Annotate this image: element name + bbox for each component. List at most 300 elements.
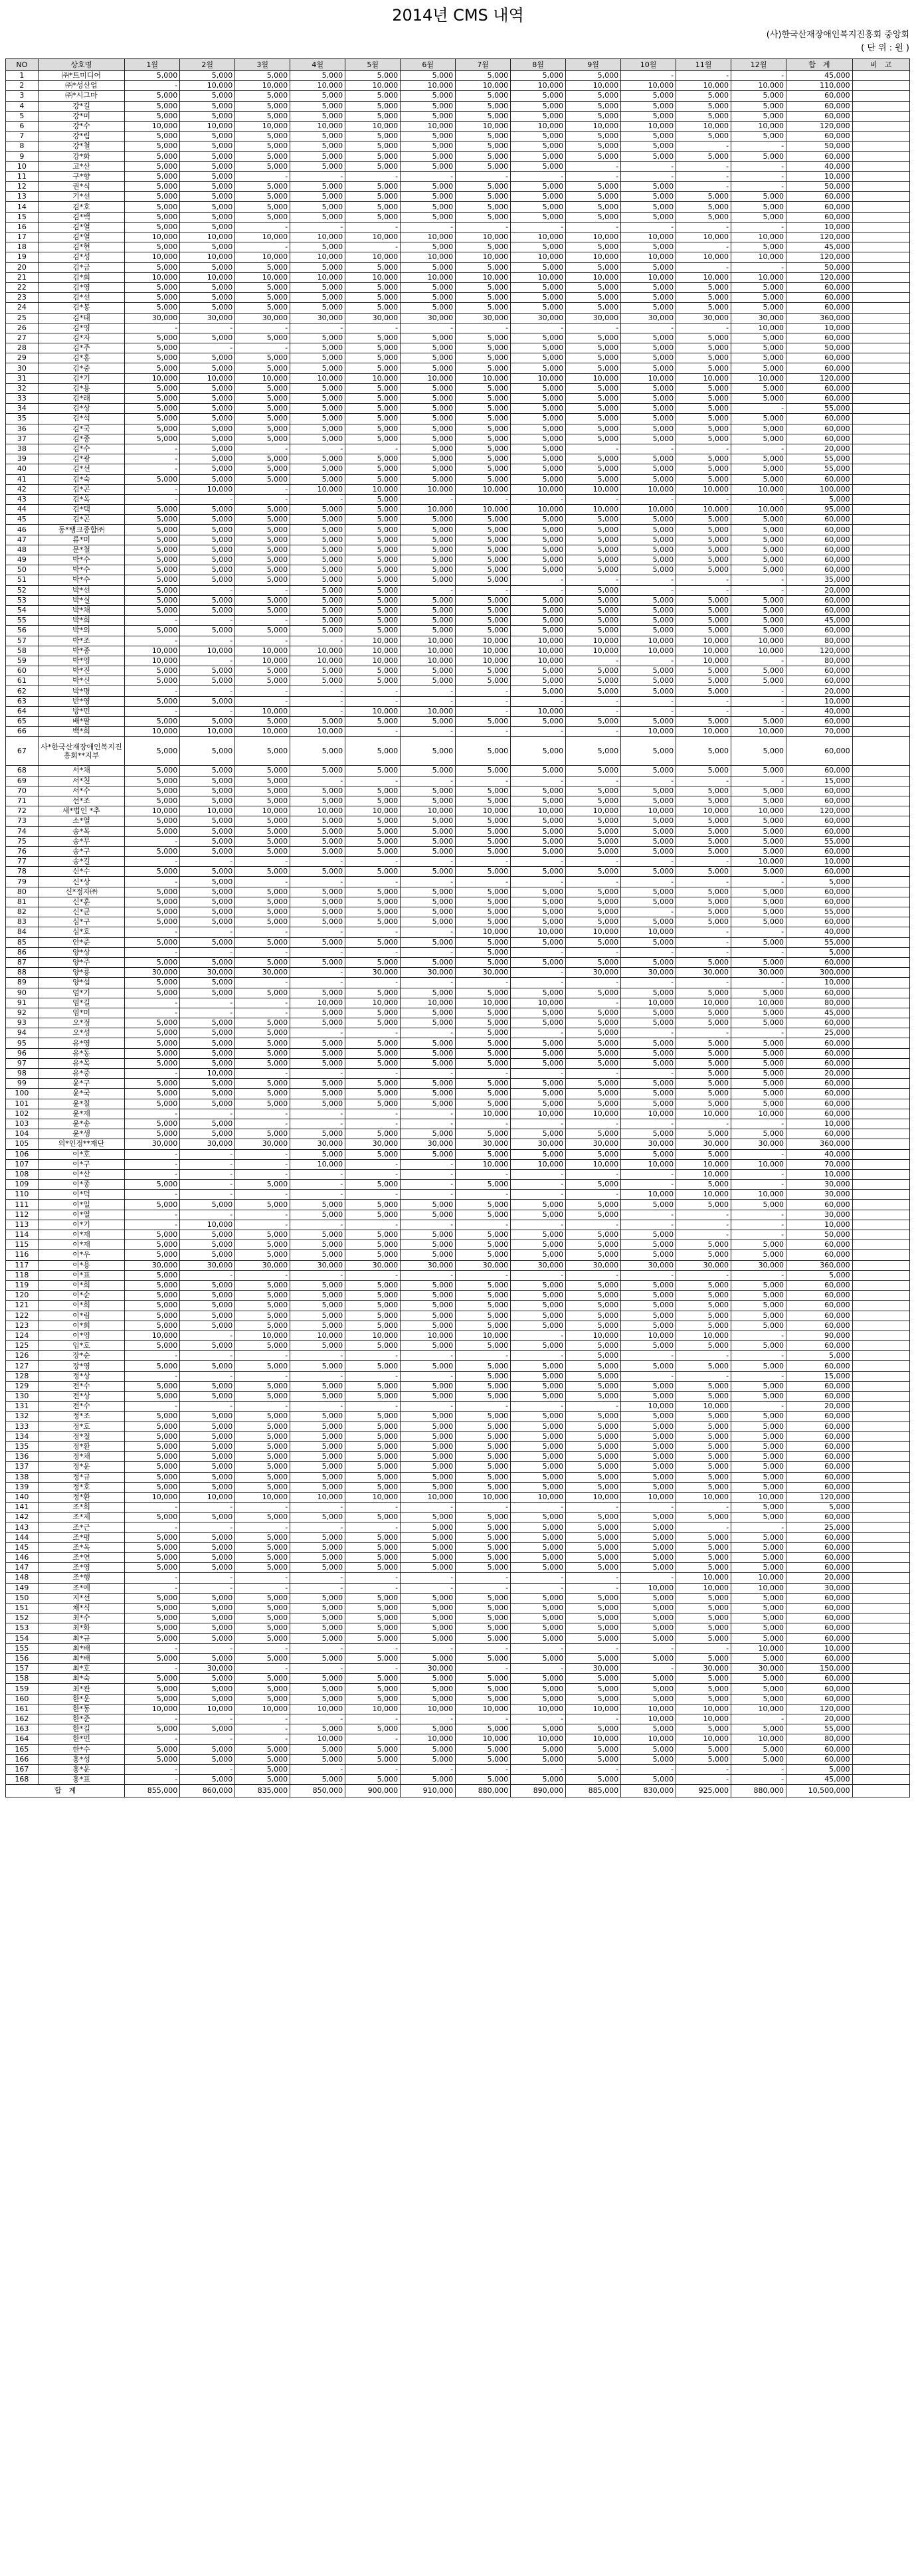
amount-cell: 30,000 xyxy=(345,313,401,323)
amount-cell: 5,000 xyxy=(345,737,401,766)
table-row xyxy=(6,565,910,575)
amount-cell: 30,000 xyxy=(731,313,786,323)
amount-cell: - xyxy=(345,727,401,737)
amount-cell: 30,000 xyxy=(456,1139,511,1149)
name-cell: 한*준 xyxy=(38,1714,125,1724)
amount-cell: 5,000 xyxy=(345,887,401,897)
amount-cell: 5,000 xyxy=(125,1180,180,1190)
remark-cell xyxy=(852,1431,909,1441)
amount-cell: 30,000 xyxy=(566,1664,621,1674)
amount-cell: 5,000 xyxy=(345,816,401,826)
amount-cell: 5,000 xyxy=(621,1079,676,1089)
amount-cell: - xyxy=(731,585,786,595)
amount-cell: 5,000 xyxy=(235,1684,290,1694)
remark-cell xyxy=(852,1542,909,1552)
amount-cell: 5,000 xyxy=(401,303,456,313)
amount-cell: - xyxy=(731,171,786,181)
row-total-cell: 60,000 xyxy=(786,1542,853,1552)
amount-cell: 5,000 xyxy=(621,1462,676,1472)
amount-cell: - xyxy=(511,947,566,957)
amount-cell: 5,000 xyxy=(676,1623,731,1633)
table-row xyxy=(6,1200,910,1210)
amount-cell: - xyxy=(566,161,621,171)
amount-cell: 10,000 xyxy=(511,272,566,282)
row-number: 150 xyxy=(6,1593,39,1603)
amount-cell: - xyxy=(290,978,345,988)
table-row xyxy=(6,1089,910,1099)
amount-cell: 5,000 xyxy=(621,1532,676,1542)
amount-cell: 5,000 xyxy=(566,414,621,424)
amount-cell: 5,000 xyxy=(180,404,235,414)
amount-cell: 30,000 xyxy=(180,1139,235,1149)
remark-cell xyxy=(852,132,909,141)
name-cell: 유*영 xyxy=(38,1038,125,1048)
amount-cell: 30,000 xyxy=(125,1139,180,1149)
amount-cell: 5,000 xyxy=(125,1018,180,1028)
amount-cell: - xyxy=(290,171,345,181)
amount-cell: 5,000 xyxy=(511,1431,566,1441)
table-row xyxy=(6,1260,910,1270)
amount-cell: 5,000 xyxy=(180,242,235,252)
amount-cell: - xyxy=(345,1402,401,1412)
amount-cell: 5,000 xyxy=(180,1089,235,1099)
amount-cell: 5,000 xyxy=(456,161,511,171)
remark-cell xyxy=(852,1048,909,1058)
amount-cell: 5,000 xyxy=(401,766,456,776)
name-cell: 정*환 xyxy=(38,1441,125,1451)
amount-cell: 5,000 xyxy=(676,1674,731,1684)
amount-cell: - xyxy=(290,857,345,867)
amount-cell: 10,000 xyxy=(456,636,511,646)
remark-cell xyxy=(852,161,909,171)
amount-cell: 10,000 xyxy=(180,1704,235,1714)
remark-cell xyxy=(852,1190,909,1200)
amount-cell: 5,000 xyxy=(290,1018,345,1028)
name-cell: 이*표 xyxy=(38,1270,125,1280)
table-row xyxy=(6,1311,910,1321)
name-cell: 김*호 xyxy=(38,202,125,212)
amount-cell: 10,000 xyxy=(456,1492,511,1502)
amount-cell: 5,000 xyxy=(456,766,511,776)
amount-cell: 5,000 xyxy=(180,776,235,786)
name-cell: 유*중 xyxy=(38,1069,125,1079)
amount-cell: 5,000 xyxy=(235,151,290,161)
amount-cell: 5,000 xyxy=(456,1311,511,1321)
amount-cell: - xyxy=(180,1169,235,1179)
amount-cell: - xyxy=(235,696,290,706)
remark-cell xyxy=(852,1089,909,1099)
amount-cell: 5,000 xyxy=(125,585,180,595)
total-amount-cell: 880,000 xyxy=(731,1785,786,1797)
amount-cell: 5,000 xyxy=(511,1280,566,1290)
amount-cell: 5,000 xyxy=(511,1472,566,1482)
amount-cell: - xyxy=(731,947,786,957)
amount-cell: 5,000 xyxy=(180,1240,235,1250)
amount-cell: 5,000 xyxy=(456,444,511,454)
amount-cell: 5,000 xyxy=(235,1018,290,1028)
amount-cell: 5,000 xyxy=(401,1129,456,1139)
amount-cell: - xyxy=(235,343,290,353)
amount-cell: - xyxy=(566,1220,621,1230)
row-total-cell: 360,000 xyxy=(786,1139,853,1149)
amount-cell: 5,000 xyxy=(731,424,786,434)
row-number: 75 xyxy=(6,836,39,846)
amount-cell: - xyxy=(511,1583,566,1593)
remark-cell xyxy=(852,91,909,101)
amount-cell: 5,000 xyxy=(180,474,235,484)
amount-cell: 5,000 xyxy=(180,1441,235,1451)
row-number: 138 xyxy=(6,1472,39,1482)
name-cell: 강*림 xyxy=(38,132,125,141)
amount-cell: 5,000 xyxy=(290,363,345,373)
row-number: 68 xyxy=(6,766,39,776)
amount-cell: - xyxy=(731,1764,786,1774)
name-cell: 김*기 xyxy=(38,373,125,383)
table-row xyxy=(6,252,910,262)
amount-cell: 5,000 xyxy=(345,151,401,161)
amount-cell: 5,000 xyxy=(235,957,290,967)
amount-cell: 5,000 xyxy=(621,1361,676,1371)
amount-cell: 5,000 xyxy=(235,262,290,272)
amount-cell: - xyxy=(180,1714,235,1724)
amount-cell: - xyxy=(676,927,731,937)
amount-cell: 10,000 xyxy=(290,1734,345,1744)
amount-cell: 5,000 xyxy=(731,1250,786,1260)
amount-cell: 5,000 xyxy=(456,343,511,353)
amount-cell: 5,000 xyxy=(290,1381,345,1391)
amount-cell: 5,000 xyxy=(125,1412,180,1422)
amount-cell: 5,000 xyxy=(125,132,180,141)
amount-cell: 5,000 xyxy=(621,1472,676,1482)
amount-cell: 5,000 xyxy=(621,1341,676,1351)
amount-cell: 5,000 xyxy=(290,1008,345,1018)
amount-cell: 5,000 xyxy=(566,1099,621,1109)
amount-cell: 5,000 xyxy=(180,454,235,464)
amount-cell: 10,000 xyxy=(566,272,621,282)
total-amount-cell: 850,000 xyxy=(290,1785,345,1797)
table-row xyxy=(6,343,910,353)
row-total-cell: 60,000 xyxy=(786,1553,853,1563)
amount-cell: - xyxy=(180,323,235,333)
amount-cell: 5,000 xyxy=(621,1593,676,1603)
amount-cell: 5,000 xyxy=(235,1381,290,1391)
amount-cell: 5,000 xyxy=(235,132,290,141)
amount-cell: 5,000 xyxy=(566,937,621,947)
amount-cell: 5,000 xyxy=(566,535,621,545)
table-row xyxy=(6,505,910,515)
table-row xyxy=(6,464,910,474)
amount-cell: - xyxy=(235,494,290,504)
amount-cell: - xyxy=(180,1190,235,1200)
amount-cell: 5,000 xyxy=(676,1613,731,1623)
name-cell: ㈜*트미디어 xyxy=(38,71,125,81)
remark-cell xyxy=(852,1503,909,1513)
amount-cell: 5,000 xyxy=(621,545,676,555)
row-total-cell: 45,000 xyxy=(786,1775,853,1785)
amount-cell: 5,000 xyxy=(345,1744,401,1754)
amount-cell: 5,000 xyxy=(180,565,235,575)
amount-cell: 5,000 xyxy=(180,182,235,192)
amount-cell: 5,000 xyxy=(235,1129,290,1139)
amount-cell: - xyxy=(401,1371,456,1381)
name-cell: 김*영 xyxy=(38,282,125,292)
amount-cell: 5,000 xyxy=(731,717,786,727)
amount-cell: 5,000 xyxy=(511,474,566,484)
amount-cell: - xyxy=(621,1220,676,1230)
amount-cell: 5,000 xyxy=(676,917,731,927)
amount-cell: - xyxy=(456,1220,511,1230)
amount-cell: 5,000 xyxy=(345,1079,401,1089)
amount-cell: 5,000 xyxy=(345,917,401,927)
amount-cell: 5,000 xyxy=(731,242,786,252)
amount-cell: 5,000 xyxy=(511,1613,566,1623)
remark-cell xyxy=(852,1593,909,1603)
name-cell: 소*열 xyxy=(38,816,125,826)
amount-cell: - xyxy=(511,1270,566,1280)
amount-cell: 5,000 xyxy=(621,111,676,121)
amount-cell: 5,000 xyxy=(345,161,401,171)
amount-cell: 5,000 xyxy=(401,444,456,454)
amount-cell: 5,000 xyxy=(676,202,731,212)
amount-cell: 5,000 xyxy=(731,1513,786,1522)
amount-cell: - xyxy=(511,1573,566,1583)
table-row xyxy=(6,816,910,826)
amount-cell: 5,000 xyxy=(621,595,676,605)
row-total-cell: 80,000 xyxy=(786,636,853,646)
remark-cell xyxy=(852,1664,909,1674)
amount-cell: 5,000 xyxy=(345,545,401,555)
row-total-cell: 60,000 xyxy=(786,676,853,686)
amount-cell: 5,000 xyxy=(235,1441,290,1451)
remark-cell xyxy=(852,1230,909,1240)
amount-cell: - xyxy=(566,1190,621,1200)
table-row xyxy=(6,1704,910,1714)
remark-cell xyxy=(852,907,909,917)
table-row xyxy=(6,555,910,565)
table-row xyxy=(6,1018,910,1028)
amount-cell: 10,000 xyxy=(235,81,290,91)
amount-cell: 5,000 xyxy=(566,585,621,595)
remark-cell xyxy=(852,1452,909,1462)
row-total-cell: 45,000 xyxy=(786,616,853,626)
amount-cell: - xyxy=(511,1220,566,1230)
name-cell: 김*주 xyxy=(38,343,125,353)
amount-cell: 5,000 xyxy=(345,464,401,474)
amount-cell: 5,000 xyxy=(511,1532,566,1542)
amount-cell: 5,000 xyxy=(345,192,401,202)
amount-cell: - xyxy=(345,1069,401,1079)
remark-cell xyxy=(852,998,909,1008)
remark-cell xyxy=(852,1522,909,1532)
amount-cell: - xyxy=(235,1351,290,1361)
amount-cell: 5,000 xyxy=(290,101,345,111)
amount-cell: - xyxy=(676,575,731,585)
amount-cell: - xyxy=(125,836,180,846)
row-number: 60 xyxy=(6,666,39,676)
amount-cell: 5,000 xyxy=(125,978,180,988)
row-total-cell: 10,000 xyxy=(786,978,853,988)
name-cell: 서*채 xyxy=(38,766,125,776)
row-total-cell: 60,000 xyxy=(786,1099,853,1109)
amount-cell: - xyxy=(401,1159,456,1169)
amount-cell: 5,000 xyxy=(731,766,786,776)
amount-cell: - xyxy=(401,585,456,595)
row-number: 29 xyxy=(6,353,39,363)
amount-cell: 5,000 xyxy=(621,434,676,444)
total-amount-cell: 10,500,000 xyxy=(786,1785,853,1797)
amount-cell: 5,000 xyxy=(290,1452,345,1462)
amount-cell: 5,000 xyxy=(676,626,731,636)
amount-cell: 5,000 xyxy=(345,1321,401,1331)
remark-cell xyxy=(852,626,909,636)
amount-cell: - xyxy=(235,1008,290,1018)
amount-cell: 5,000 xyxy=(401,616,456,626)
amount-cell: 5,000 xyxy=(235,1764,290,1774)
amount-cell: 5,000 xyxy=(401,1623,456,1633)
remark-cell xyxy=(852,484,909,494)
amount-cell: - xyxy=(290,444,345,454)
total-amount-cell: 910,000 xyxy=(401,1785,456,1797)
amount-cell: 5,000 xyxy=(621,796,676,806)
amount-cell: 5,000 xyxy=(676,414,731,424)
name-cell: 박*선 xyxy=(38,585,125,595)
amount-cell: 30,000 xyxy=(566,1260,621,1270)
amount-cell: 5,000 xyxy=(290,1240,345,1250)
amount-cell: - xyxy=(125,1734,180,1744)
name-cell: 김*옥 xyxy=(38,494,125,504)
amount-cell: 5,000 xyxy=(345,1422,401,1431)
amount-cell: 5,000 xyxy=(235,1775,290,1785)
name-cell: 신*수 xyxy=(38,867,125,877)
remark-cell xyxy=(852,766,909,776)
row-total-cell: 120,000 xyxy=(786,806,853,816)
amount-cell: - xyxy=(731,1169,786,1179)
remark-cell xyxy=(852,816,909,826)
amount-cell: - xyxy=(456,1169,511,1179)
amount-cell: - xyxy=(621,877,676,887)
amount-cell: 5,000 xyxy=(290,1291,345,1301)
row-number: 148 xyxy=(6,1573,39,1583)
amount-cell: 5,000 xyxy=(125,1058,180,1068)
table-row xyxy=(6,303,910,313)
amount-cell: 5,000 xyxy=(566,796,621,806)
amount-cell: 5,000 xyxy=(456,1230,511,1240)
amount-cell: 5,000 xyxy=(731,1069,786,1079)
amount-cell: 5,000 xyxy=(456,132,511,141)
row-total-cell: 10,000 xyxy=(786,1220,853,1230)
amount-cell: 30,000 xyxy=(621,968,676,978)
amount-cell: - xyxy=(125,1109,180,1119)
amount-cell: 5,000 xyxy=(731,796,786,806)
amount-cell: - xyxy=(566,857,621,867)
table-row xyxy=(6,947,910,957)
amount-cell: 5,000 xyxy=(621,1412,676,1422)
amount-cell: - xyxy=(290,1069,345,1079)
amount-cell: 10,000 xyxy=(125,232,180,242)
name-cell: 김*태 xyxy=(38,313,125,323)
row-number: 142 xyxy=(6,1513,39,1522)
amount-cell: 5,000 xyxy=(345,1513,401,1522)
amount-cell: - xyxy=(401,1069,456,1079)
amount-cell: - xyxy=(511,857,566,867)
table-row xyxy=(6,1149,910,1159)
remark-cell xyxy=(852,1492,909,1502)
remark-cell xyxy=(852,1169,909,1179)
remark-cell xyxy=(852,1280,909,1290)
row-total-cell: 50,000 xyxy=(786,262,853,272)
row-number: 15 xyxy=(6,212,39,222)
name-cell: 장*순 xyxy=(38,1351,125,1361)
amount-cell: 5,000 xyxy=(235,1513,290,1522)
name-cell: ㈜*성산업 xyxy=(38,81,125,91)
amount-cell: 5,000 xyxy=(731,1048,786,1058)
amount-cell: - xyxy=(456,1119,511,1129)
amount-cell: - xyxy=(511,1069,566,1079)
amount-cell: 5,000 xyxy=(566,616,621,626)
amount-cell: 5,000 xyxy=(235,454,290,464)
amount-cell: 10,000 xyxy=(290,81,345,91)
amount-cell: 5,000 xyxy=(676,1079,731,1089)
remark-cell xyxy=(852,1008,909,1018)
amount-cell: 5,000 xyxy=(345,132,401,141)
amount-cell: 5,000 xyxy=(180,111,235,121)
amount-cell: 5,000 xyxy=(235,1291,290,1301)
amount-cell: - xyxy=(235,1169,290,1179)
row-number: 62 xyxy=(6,686,39,696)
amount-cell: 5,000 xyxy=(511,71,566,81)
amount-cell: 5,000 xyxy=(180,937,235,947)
amount-cell: 5,000 xyxy=(401,836,456,846)
name-cell: 박*수 xyxy=(38,555,125,565)
row-total-cell: 60,000 xyxy=(786,1593,853,1603)
amount-cell: 5,000 xyxy=(345,111,401,121)
amount-cell: 30,000 xyxy=(676,1260,731,1270)
amount-cell: 10,000 xyxy=(456,1704,511,1714)
row-number: 76 xyxy=(6,846,39,856)
row-total-cell: 150,000 xyxy=(786,1664,853,1674)
row-number: 64 xyxy=(6,706,39,716)
amount-cell: 5,000 xyxy=(290,1482,345,1492)
amount-cell: 5,000 xyxy=(290,867,345,877)
remark-cell xyxy=(852,1724,909,1734)
amount-cell: 5,000 xyxy=(566,1744,621,1754)
amount-cell: 30,000 xyxy=(456,968,511,978)
amount-cell: 5,000 xyxy=(180,555,235,565)
amount-cell: 5,000 xyxy=(180,444,235,454)
amount-cell: 5,000 xyxy=(125,1038,180,1048)
remark-cell xyxy=(852,1341,909,1351)
row-number: 32 xyxy=(6,383,39,393)
amount-cell: 5,000 xyxy=(235,1422,290,1431)
row-total-cell: 60,000 xyxy=(786,1058,853,1068)
amount-cell: - xyxy=(345,1371,401,1381)
amount-cell: - xyxy=(676,1351,731,1361)
amount-cell: 5,000 xyxy=(676,1058,731,1068)
amount-cell: 5,000 xyxy=(235,1341,290,1351)
amount-cell: 5,000 xyxy=(731,333,786,343)
remark-cell xyxy=(852,1472,909,1482)
remark-cell xyxy=(852,696,909,706)
row-total-cell: 60,000 xyxy=(786,1653,853,1663)
amount-cell: 5,000 xyxy=(676,1563,731,1573)
amount-cell: - xyxy=(456,222,511,232)
amount-cell: 5,000 xyxy=(676,1684,731,1694)
remark-cell xyxy=(852,646,909,656)
amount-cell: 5,000 xyxy=(345,91,401,101)
amount-cell: 5,000 xyxy=(235,988,290,998)
table-row xyxy=(6,1240,910,1250)
row-number: 92 xyxy=(6,1008,39,1018)
